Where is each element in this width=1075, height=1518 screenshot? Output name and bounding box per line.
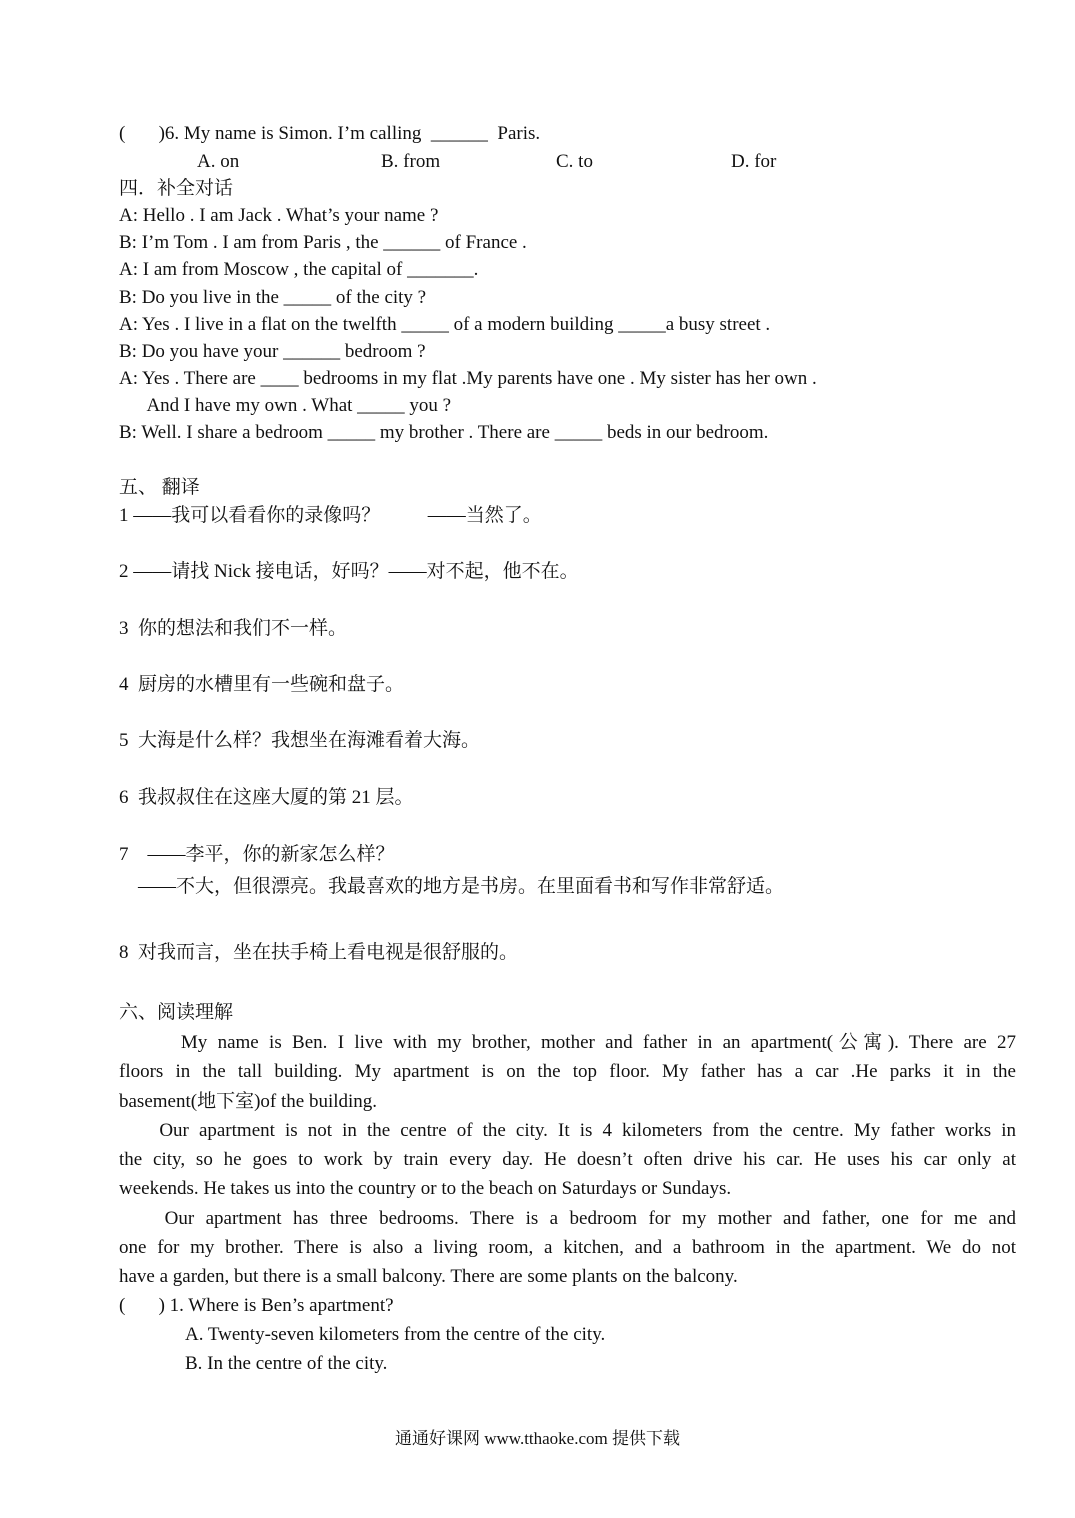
translation-item: 1 ——我可以看看你的录像吗？ ——当然了。 bbox=[119, 505, 542, 526]
reading-passage bbox=[119, 1028, 1016, 1292]
translation-item: 8 对我而言，坐在扶手椅上看电视是很舒服的。 bbox=[119, 942, 519, 963]
q6-option-d: D. for bbox=[731, 151, 777, 172]
passage-line: weekends. He takes us into the country or to the beach on Saturdays or Sundays. bbox=[119, 1178, 732, 1200]
dialogue-line: B: Do you have your ______ bedroom ? bbox=[119, 341, 426, 362]
passage-line: Our apartment is not in the centre of the city. It is 4 kilometers from the centre. My father works in bbox=[119, 1119, 1016, 1141]
dialogue-line: A: Yes . I live in a flat on the twelfth _____ of a modern building _____a busy street . bbox=[119, 314, 771, 335]
dialogue-line: And I have my own . What _____ you ? bbox=[119, 395, 452, 416]
reading-question-1: ( ) 1. Where is Ben’s apartment? bbox=[119, 1295, 394, 1316]
translation-item: 5 大海是什么样？我想坐在海滩看着大海。 bbox=[119, 730, 481, 751]
dialogue-line: B: I’m Tom . I am from Paris , the ______ of France . bbox=[119, 232, 527, 253]
dialogue-line: B: Do you live in the _____ of the city ? bbox=[119, 287, 427, 308]
reading-q1-option-a: A. Twenty-seven kilometers from the centre of the city. bbox=[185, 1324, 606, 1345]
translation-item: ——不大，但很漂亮。我最喜欢的地方是书房。在里面看书和写作非常舒适。 bbox=[119, 876, 785, 897]
q6-stem: ( )6. My name is Simon. I’m calling ______ Paris. bbox=[119, 123, 541, 144]
passage-line: the city, so he goes to work by train every day. He doesn’t often drive his car. He uses his car only at bbox=[119, 1149, 1016, 1171]
passage-line: floors in the tall building. My apartment is on the top floor. My father has a car .He parks it in the bbox=[119, 1061, 1016, 1083]
q6-option-c: C. to bbox=[556, 151, 593, 172]
dialogue-line: A: Hello . I am Jack . What’s your name ? bbox=[119, 205, 439, 226]
passage-line: have a garden, but there is a small balcony. There are some plants on the balcony. bbox=[119, 1266, 738, 1288]
dialogue-line: B: Well. I share a bedroom _____ my brother . There are _____ beds in our bedroom. bbox=[119, 422, 769, 443]
reading-q1-option-b: B. In the centre of the city. bbox=[185, 1353, 388, 1374]
passage-line: one for my brother. There is also a living room, a kitchen, and a bathroom in the apartment. We do not bbox=[119, 1237, 1016, 1259]
translation-item: 7 ——李平，你的新家怎么样？ bbox=[119, 844, 395, 865]
passage-line: basement(地下室)of the building. bbox=[119, 1090, 378, 1112]
dialogue-line: A: I am from Moscow , the capital of _______. bbox=[119, 259, 479, 280]
section4-heading: 四．补全对话 bbox=[119, 178, 234, 199]
passage-line: Our apartment has three bedrooms. There is a bedroom for my mother and father, one for me and bbox=[119, 1207, 1016, 1229]
translation-item: 4 厨房的水槽里有一些碗和盘子。 bbox=[119, 674, 405, 695]
dialogue-line: A: Yes . There are ____ bedrooms in my flat .My parents have one . My sister has her own . bbox=[119, 368, 817, 389]
q6-option-b: B. from bbox=[381, 151, 441, 172]
section6-heading: 六、阅读理解 bbox=[119, 1002, 234, 1023]
passage-line: My name is Ben. I live with my brother, mother and father in an apartment(公寓). There are 27 bbox=[119, 1032, 1016, 1053]
translation-item: 6 我叔叔住在这座大厦的第 21 层。 bbox=[119, 787, 414, 808]
translation-item: 2 ——请找 Nick 接电话，好吗？——对不起，他不在。 bbox=[119, 561, 579, 582]
page-footer: 通通好课网 www.tthaoke.com 提供下载 bbox=[394, 1429, 681, 1448]
q6-option-a: A. on bbox=[197, 151, 240, 172]
translation-item: 3 你的想法和我们不一样。 bbox=[119, 618, 348, 639]
section5-heading: 五、 翻译 bbox=[119, 477, 200, 498]
